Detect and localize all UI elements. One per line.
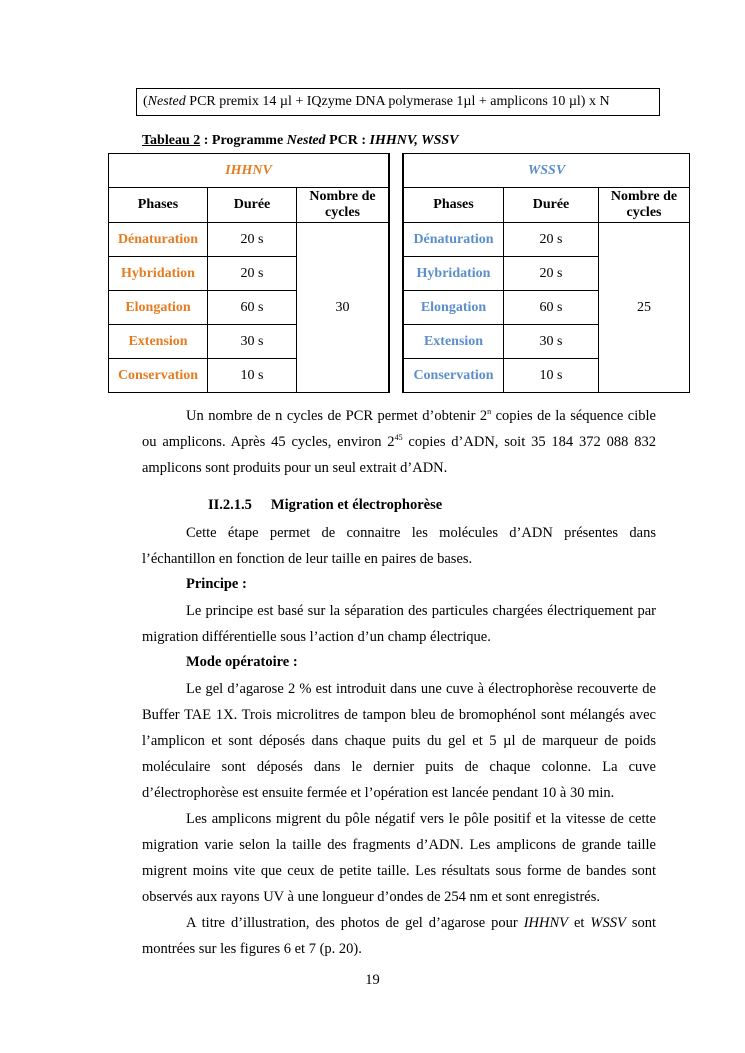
page-number: 19 [365, 972, 380, 988]
paragraph-cycles [142, 403, 656, 481]
wssv-duree: 20 s [504, 257, 599, 291]
section-number: II.2.1.5 [208, 497, 252, 513]
wssv-phase: Extension [404, 325, 504, 359]
wssv-phase: Conservation [404, 359, 504, 393]
ihhnv-phase: Dénaturation [109, 223, 208, 257]
caption-label: Tableau 2 [142, 133, 201, 148]
wssv-table [403, 153, 690, 393]
wssv-phase: Hybridation [404, 257, 504, 291]
ihhnv-phase: Conservation [109, 359, 208, 393]
cycles-sup-n: n [487, 407, 492, 416]
cycles-text-b: copies de la séquence cible ou amplicons. Après 45 cycles, environ 2 [142, 408, 656, 450]
section-heading [208, 497, 442, 514]
ihhnv-phase: Hybridation [109, 257, 208, 291]
ihhnv-title: IHHNV [109, 154, 389, 188]
table-caption [142, 133, 458, 149]
wssv-duree: 60 s [504, 291, 599, 325]
paragraph-intro: Cette étape permet de connaitre les molécules d’ADN présentes dans l’échantillon en fonction de leur taille en paires de bases. [142, 525, 656, 567]
caption-nested: Nested [286, 133, 326, 148]
wssv-title: WSSV [404, 154, 690, 188]
ihhnv-duree: 10 s [208, 359, 297, 393]
paragraph-illustration [142, 910, 656, 962]
ihhnv-duree: 60 s [208, 291, 297, 325]
ihhnv-duree: 30 s [208, 325, 297, 359]
paragraph-mode: Le gel d’agarose 2 % est introduit dans une cuve à électrophorèse recouverte de Buffer TAE 1X. Trois microlitres de tampon bleu de bromophénol sont mélangés avec l’amplicon et sont déposés dans chaque puits du gel et 5 µl de marqueur de poids moléculaire sont déposés dans le dernier puits de chaque colonne. La cuve d’électrophorèse est ensuite fermée et l’opération est lancée pendant 10 à 30 min. [142, 681, 656, 801]
illus-wssv: WSSV [590, 915, 626, 931]
wssv-cycles: 25 [599, 223, 690, 393]
wssv-phase: Elongation [404, 291, 504, 325]
caption-rest: PCR : [325, 133, 370, 148]
table-separator [389, 153, 403, 393]
section-title: Migration et électrophorèse [270, 497, 443, 513]
principe-heading: Principe : [186, 576, 247, 592]
ihhnv-duree: 20 s [208, 257, 297, 291]
cycles-text-c: copies d’ADN, soit 35 184 372 088 832 amplicons sont produits pour un seul extrait d’ADN. [142, 434, 656, 476]
wssv-duree: 30 s [504, 325, 599, 359]
wssv-head-phases: Phases [404, 188, 504, 223]
mode-heading: Mode opératoire : [186, 654, 298, 670]
illus-text-c: sont montrées sur les figures 6 et 7 (p. 20). [142, 915, 657, 957]
ihhnv-phase: Extension [109, 325, 208, 359]
ihhnv-head-cycles: Nombre de cycles [297, 188, 389, 223]
caption-sep: : Programme [200, 133, 287, 148]
wssv-phase: Dénaturation [404, 223, 504, 257]
ihhnv-duree: 20 s [208, 223, 297, 257]
wssv-duree: 20 s [504, 223, 599, 257]
illus-ihhnv: IHHNV [523, 915, 568, 931]
mix-nested: Nested [147, 94, 186, 109]
mix-prefix: ( [143, 94, 148, 109]
illus-text-b: et [568, 915, 591, 931]
mix-text: PCR premix 14 µl + IQzyme DNA polymerase 1µl + amplicons 10 µl) x N [185, 94, 610, 109]
ihhnv-table [108, 153, 389, 393]
caption-viruses: IHHNV, WSSV [369, 133, 459, 148]
ihhnv-head-phases: Phases [109, 188, 208, 223]
wssv-head-duree: Durée [504, 188, 599, 223]
ihhnv-phase: Elongation [109, 291, 208, 325]
paragraph-principe: Le principe est basé sur la séparation des particules chargées électriquement par migration différentielle sous l’action d’un champ électrique. [142, 603, 656, 645]
wssv-head-cycles: Nombre de cycles [599, 188, 690, 223]
ihhnv-head-duree: Durée [208, 188, 297, 223]
cycles-text-a: Un nombre de n cycles de PCR permet d’obtenir 2 [186, 408, 488, 424]
pcr-mix-box [136, 88, 660, 116]
ihhnv-cycles: 30 [297, 223, 389, 393]
cycles-sup-45: 45 [394, 433, 403, 442]
illus-text-a: A titre d’illustration, des photos de gel d’agarose pour [186, 915, 524, 931]
wssv-duree: 10 s [504, 359, 599, 393]
paragraph-migration: Les amplicons migrent du pôle négatif vers le pôle positif et la vitesse de cette migration varie selon la taille des fragments d’ADN. Les amplicons de grande taille migrent moins vite que ceux de petite taille. Les résultats sous forme de bandes sont observés aux rayons UV à une longueur d’ondes de 254 nm et sont enregistrés. [142, 811, 656, 905]
